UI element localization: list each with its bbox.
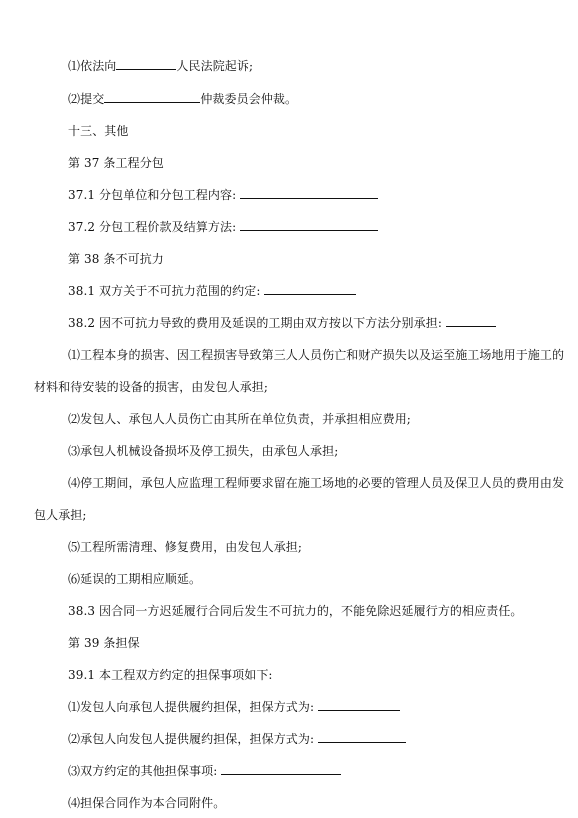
clause-37-2 — [68, 219, 550, 235]
fill-in-blank[interactable] — [318, 731, 406, 743]
article-37-heading — [68, 155, 550, 171]
item-text: ⑹延误的工期相应顺延。 — [68, 572, 202, 586]
item-text: ⑵发包人、承包人人员伤亡由其所在单位负责，并承担相应费用; — [68, 412, 411, 426]
clause-text: 38.2 因不可抗力导致的费用及延误的工期由双方按以下方法分别承担: — [68, 316, 442, 330]
fill-in-blank[interactable] — [240, 187, 378, 199]
fill-in-blank[interactable] — [318, 699, 400, 711]
item-text: ⑵承包人向发包人提供履约担保，担保方式为: — [68, 732, 315, 746]
clause-38-3 — [68, 603, 550, 619]
clause-text: ⑵提交 — [68, 92, 105, 106]
heading-text: 第 37 条工程分包 — [68, 156, 164, 170]
item-text: ⑷担保合同作为本合同附件。 — [68, 796, 226, 810]
fill-in-blank[interactable] — [104, 91, 200, 103]
article-39-heading — [68, 635, 550, 651]
clause-text: 38.1 双方关于不可抗力范围的约定: — [68, 284, 261, 298]
item-text: ⑷停工期间，承包人应监理工程师要求留在施工场地的必要的管理人员及保卫人员的费用由发 — [68, 476, 565, 490]
clause-38-1 — [68, 283, 550, 299]
fill-in-blank[interactable] — [221, 763, 341, 775]
item-39-1-2 — [68, 731, 550, 747]
item-38-2-1-continued — [34, 379, 550, 395]
heading-text: 第 39 条担保 — [68, 636, 140, 650]
clause-38-2 — [68, 315, 550, 331]
item-38-2-2 — [68, 411, 550, 427]
item-38-2-3 — [68, 443, 550, 459]
item-text: ⑶承包人机械设备损坏及停工损失，由承包人承担; — [68, 444, 339, 458]
fill-in-blank[interactable] — [240, 219, 378, 231]
heading-text: 十三、其他 — [68, 124, 129, 138]
article-38-heading — [68, 251, 550, 267]
item-38-2-4 — [68, 475, 565, 491]
item-text: ⑴发包人向承包人提供履约担保，担保方式为: — [68, 700, 315, 714]
section-heading-other — [68, 123, 550, 139]
item-38-2-6 — [68, 571, 550, 587]
clause-text: 38.3 因合同一方迟延履行合同后发生不可抗力的，不能免除迟延履行方的相应责任。 — [68, 604, 523, 618]
item-text: ⑸工程所需清理、修复费用，由发包人承担; — [68, 540, 303, 554]
item-38-2-1 — [68, 347, 565, 363]
clause-text: 39.1 本工程双方约定的担保事项如下: — [68, 668, 273, 682]
clause-37-1 — [68, 187, 550, 203]
item-38-2-5 — [68, 539, 550, 555]
clause-litigation — [68, 58, 550, 74]
fill-in-blank[interactable] — [446, 315, 496, 327]
clause-text-suffix: 仲裁委员会仲裁。 — [200, 92, 298, 106]
fill-in-blank[interactable] — [116, 58, 176, 70]
item-38-2-4-continued — [34, 507, 550, 523]
fill-in-blank[interactable] — [264, 283, 356, 295]
item-39-1-4 — [68, 795, 550, 811]
item-text: ⑴工程本身的损害、因工程损害导致第三人人员伤亡和财产损失以及运至施工场地用于施工的 — [68, 348, 565, 362]
clause-text: ⑴依法向 — [68, 59, 117, 73]
item-39-1-3 — [68, 763, 550, 779]
clause-text-suffix: 人民法院起诉; — [176, 59, 254, 73]
clause-text: 37.1 分包单位和分包工程内容: — [68, 188, 237, 202]
item-text: 包人承担; — [34, 508, 87, 522]
item-text: ⑶双方约定的其他担保事项: — [68, 764, 218, 778]
clause-text: 37.2 分包工程价款及结算方法: — [68, 220, 237, 234]
clause-arbitration — [68, 91, 550, 107]
item-text: 材料和待安装的设备的损害，由发包人承担; — [34, 380, 269, 394]
heading-text: 第 38 条不可抗力 — [68, 252, 164, 266]
item-39-1-1 — [68, 699, 550, 715]
clause-39-1 — [68, 667, 550, 683]
